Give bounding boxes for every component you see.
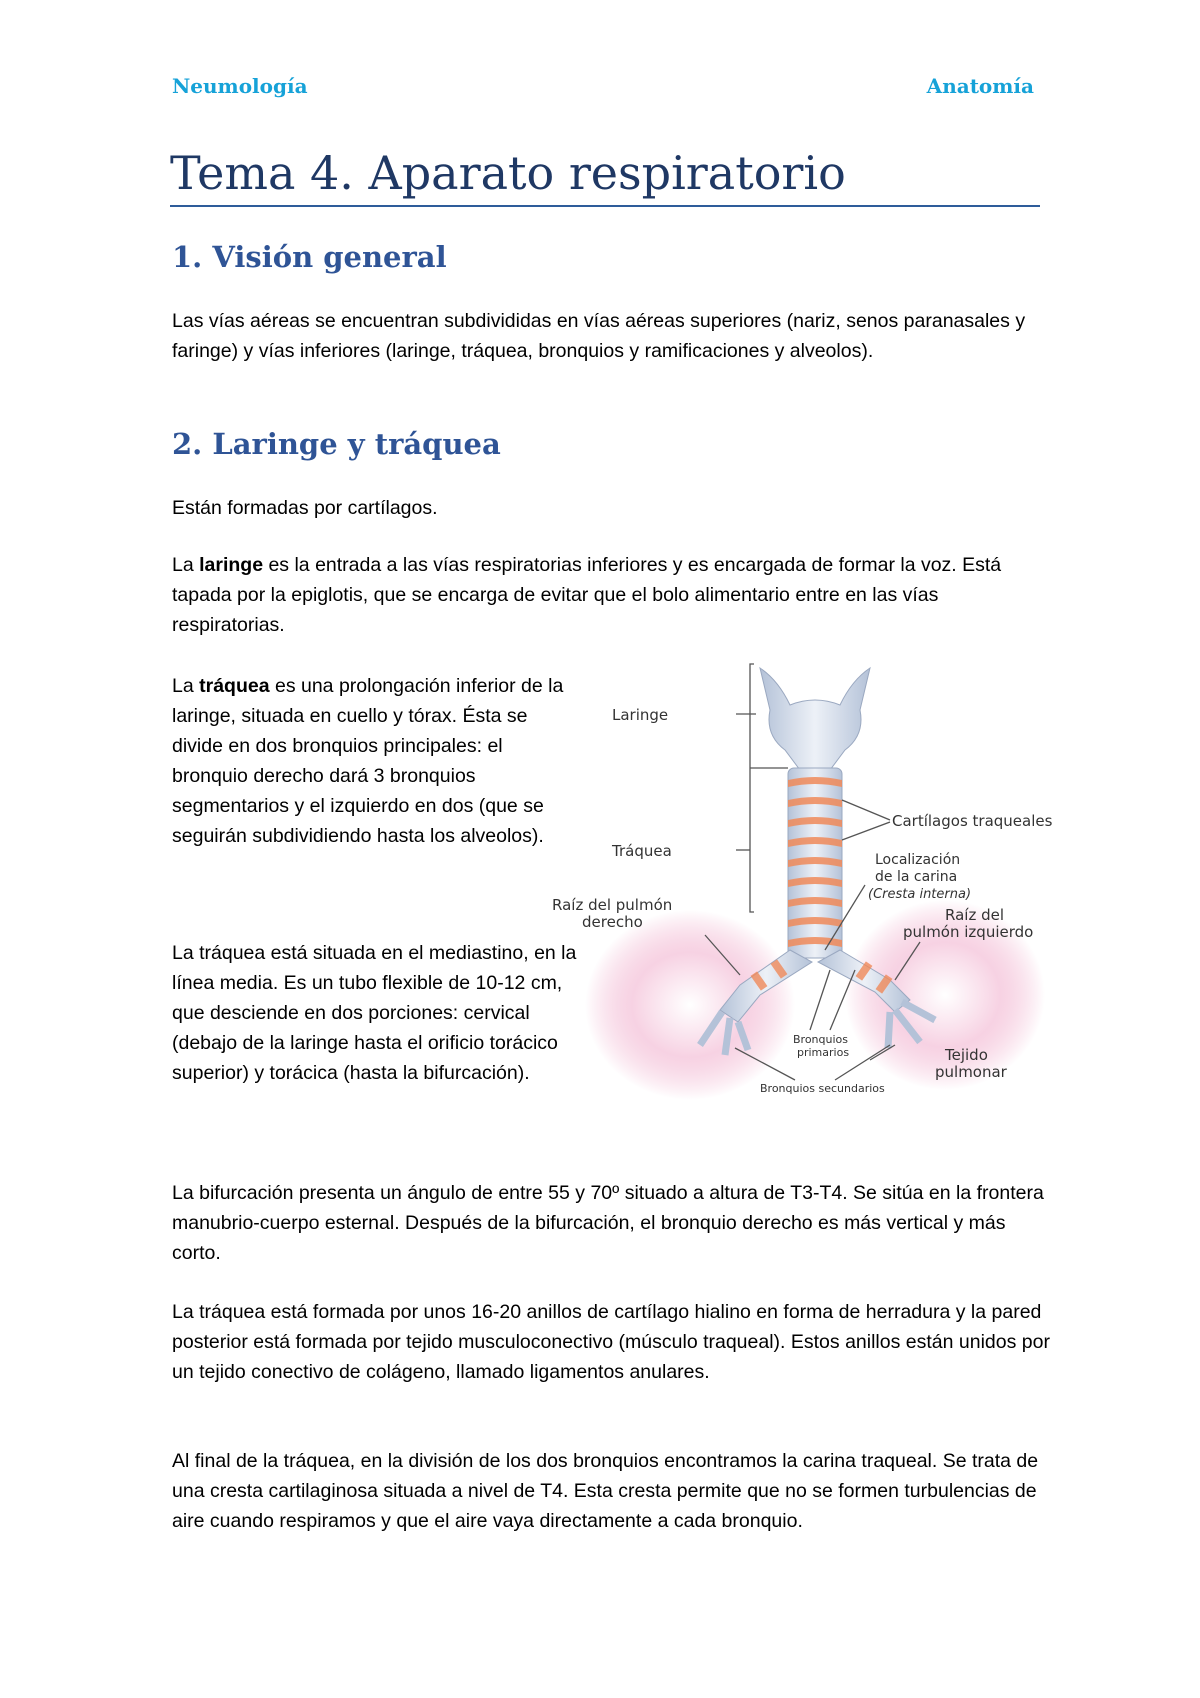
right-lung-tissue	[585, 910, 795, 1100]
label-bronquios-primarios-1: Bronquios	[793, 1033, 848, 1046]
paragraph-laringe: La laringe es la entrada a las vías respiratorias inferiores y es encargada de formar la voz. Está tapada por la epiglotis, que se encarga de evitar que el bolo alimentario entre en las vías respiratorias.	[172, 554, 1002, 636]
label-tejido-pulmonar-2: pulmonar	[935, 1063, 1007, 1081]
page-title: Tema 4. Aparato respiratorio	[170, 146, 846, 200]
paragraph-traquea: La tráquea es una prolongación inferior de la laringe, situada en cuello y tórax. Ésta se divide en dos bronquios principales: el bronquio derecho dará 3 bronquios segmentarios y el izquierdo en dos (que se seguirán subdividiendo hasta los alveolos).	[172, 675, 564, 847]
label-tejido-pulmonar-1: Tejido	[945, 1046, 988, 1064]
label-localizacion-carina-1: Localización	[875, 852, 961, 868]
header-subject: Neumología	[172, 74, 308, 98]
header-topic: Anatomía	[926, 74, 1034, 98]
section-heading-vision-general: 1. Visión general	[172, 240, 447, 274]
section-heading-laringe-traquea: 2. Laringe y tráquea	[172, 427, 501, 461]
label-raiz-pulmon-izquierdo-1: Raíz del	[945, 906, 1005, 924]
label-cresta-interna: (Cresta interna)	[868, 887, 972, 902]
paragraph-vias-aereas: Las vías aéreas se encuentran subdivididas en vías aéreas superiores (nariz, senos paranasales y faringe) y vías inferiores (laringe, tráquea, bronquios y ramificaciones y alveolos).	[172, 310, 1026, 362]
title-underline	[170, 205, 1040, 207]
label-cartilagos-traqueales: Cartílagos traqueales	[892, 812, 1053, 830]
paragraph-carina: Al final de la tráquea, en la división de los dos bronquios encontramos la carina traqueal. Se trata de una cresta cartilaginosa situada a nivel de T4. Esta cresta permite que no se formen turbulencias de aire cuando respiramos y que el aire vaya directamente a cada bronquio.	[172, 1450, 1039, 1532]
tracheal-cartilage-rings	[788, 777, 842, 947]
term-laringe: laringe	[199, 554, 264, 576]
trachea-anatomy-figure	[552, 650, 1053, 1140]
label-laringe: Laringe	[612, 706, 669, 724]
label-bronquios-secundarios: Bronquios secundarios	[760, 1082, 885, 1095]
paragraph-anillos: La tráquea está formada por unos 16-20 anillos de cartílago hialino en forma de herradura y la pared posterior está formada por tejido musculoconectivo (músculo traqueal). Estos anillos están unidos por un tejido conectivo de colágeno, llamado ligamentos anulares.	[172, 1301, 1050, 1383]
paragraph-bifurcacion: La bifurcación presenta un ángulo de entre 55 y 70º situado a altura de T3-T4. Se sitúa en la frontera manubrio-cuerpo esternal. Después de la bifurcación, el bronquio derecho es más vertical y más corto.	[172, 1182, 1044, 1264]
label-traquea: Tráquea	[612, 842, 672, 860]
label-raiz-pulmon-izquierdo-2: pulmón izquierdo	[903, 923, 1034, 941]
label-bronquios-primarios-2: primarios	[797, 1046, 850, 1059]
larynx-shape	[760, 668, 870, 770]
label-raiz-pulmon-derecho-1: Raíz del pulmón	[552, 896, 673, 914]
term-traquea: tráquea	[199, 675, 270, 697]
label-localizacion-carina-2: de la carina	[875, 869, 958, 885]
paragraph-cartilagos: Están formadas por cartílagos.	[172, 497, 438, 519]
label-raiz-pulmon-derecho-2: derecho	[582, 913, 643, 931]
trachea-diagram	[552, 650, 1053, 1140]
paragraph-mediastino: La tráquea está situada en el mediastino, en la línea media. Es un tubo flexible de 10-12 cm, que desciende en dos porciones: cervical (debajo de la laringe hasta el orificio torácico superior) y torácica (hasta la bifurcación).	[172, 942, 577, 1084]
